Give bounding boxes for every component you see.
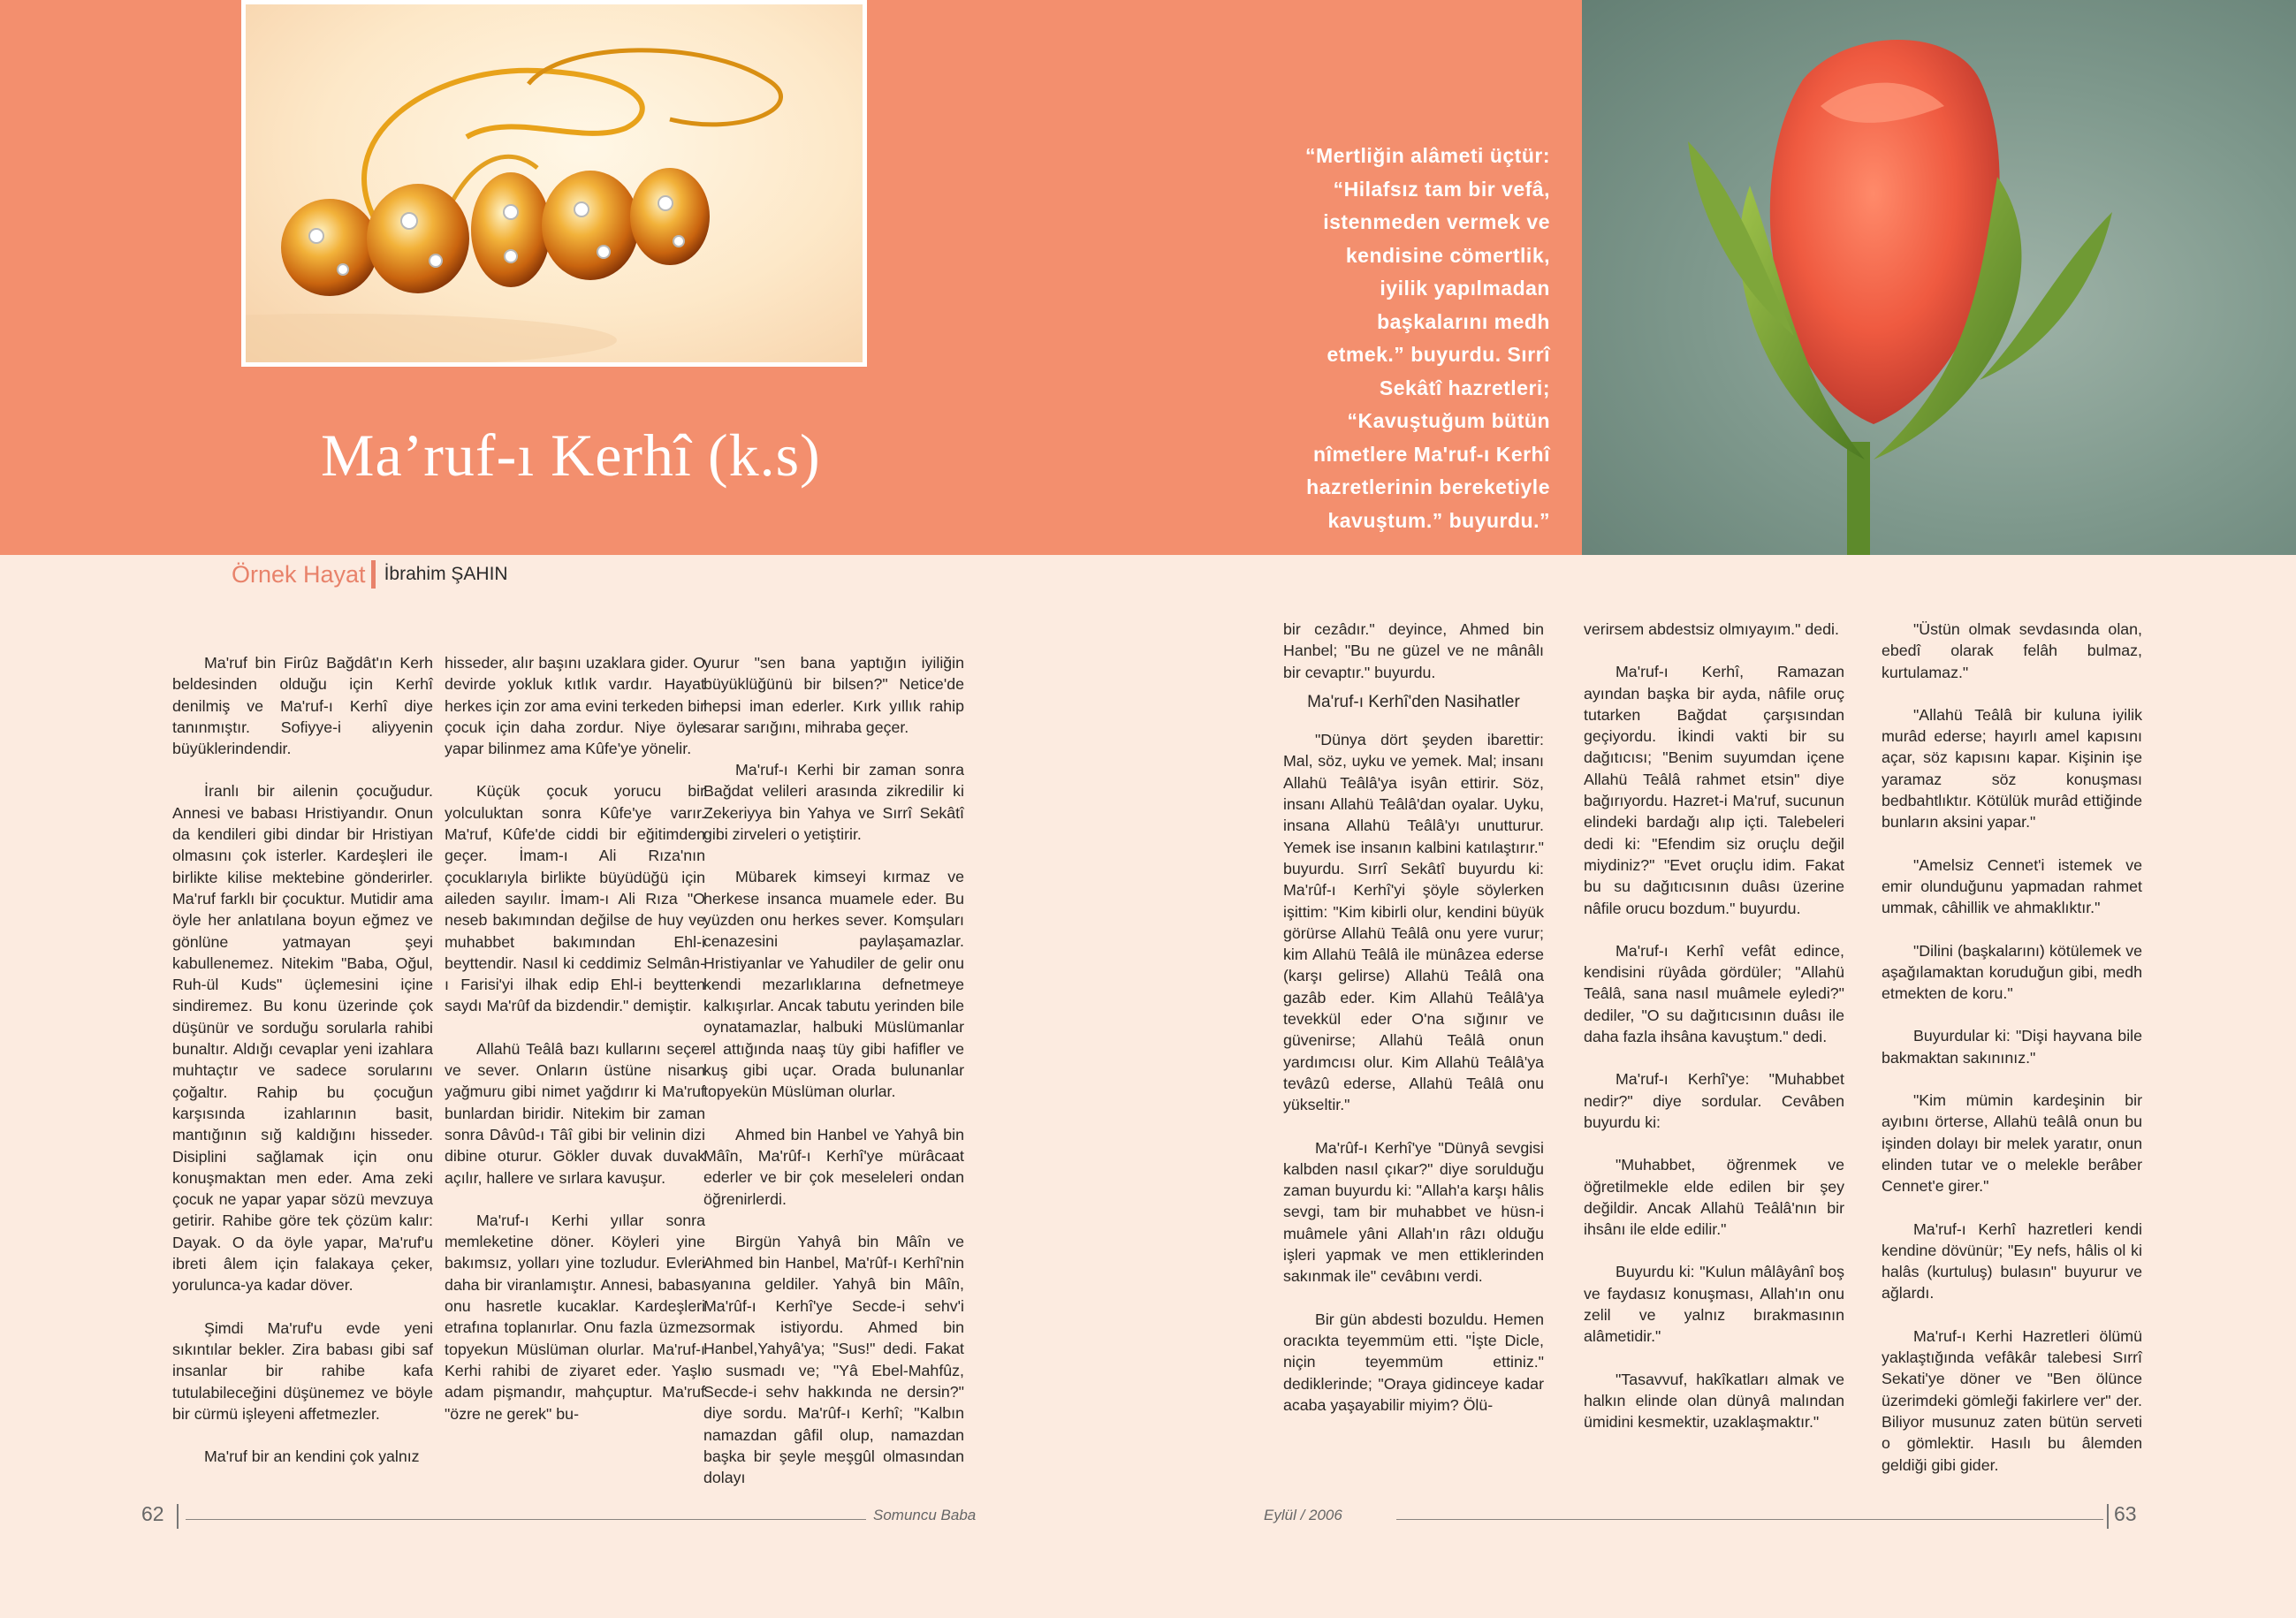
article-column-5	[1584, 619, 1844, 1455]
paragraph: Birgün Yahyâ bin Mâîn ve Ahmed bin Hanbel, Ma'rûf-ı Kerhî'nin yanına geldiler. Yahyâ bin Mâîn, Ma'rûf-ı Kerhî'ye Secde-i sehv'i sormak istiyordu. Ahmed bin Hanbel,Yahyâ'ya; "Sus!" dedi. Fakat o susmadı ve; "Yâ Ebel-Mahfûz, Secde-i sehv hakkında ne dersin?" diye sordu. Ma'rûf-ı Kerhî; "Kalbın namazdan gâfil olup, namazdan başka bir şeyle meşgûl olmasından dolayı	[703, 1232, 964, 1487]
paragraph: "Üstün olmak sevdasında olan, ebedî olarak felâh bulmaz, kurtulamaz."	[1882, 620, 2142, 681]
paragraph: Ma'ruf-ı Kerhî'ye: "Muhabbet nedir?" diye sordular. Cevâben buyurdu ki:	[1584, 1070, 1844, 1131]
paragraph: "Dünya dört şeyden ibarettir: Mal, söz, uyku ve yemek. Mal; insanı Allahü Teâlâ'ya isyân ettirir. Söz, insanı Allahü Teâlâ'dan oyalar. Uyku, insana Allahü Teâlâ'yı unutturur. Yemek ise insanın kalbini katılaştırır." buyurdu. Sırrî Sekâtî buyurdu ki: Ma'rûf-ı Kerhî'yi şöyle söylerken işittim: "Kim kibirli olur, kendini büyük görürse Allahü Teâlâ onu yere vurur; kim Allahü Teâlâ ile münâzea ederse (karşı gelirse) Allahü Teâlâ ona gazâb eder. Kim Allahü Teâlâ'ya tevekkül eder O'na sığınır ve güvenirse; Allahü Teâlâ onun yardımcısı olur. Kim Allahü Teâlâ'ya tevâzû ederse, Allahü Teâlâ onu yükseltir."	[1283, 731, 1544, 1114]
pull-quote-line: “Hilafsız tam bir vefâ,	[1333, 177, 1550, 201]
pull-quote-line: “Kavuştuğum bütün	[1347, 409, 1550, 432]
pull-quote-line: kendisine cömertlik,	[1345, 243, 1550, 267]
pull-quote-line: başkalarını medh	[1377, 309, 1550, 333]
article-column-3	[703, 652, 964, 1509]
pull-quote-line: “Mertliğin alâmeti üçtür:	[1304, 144, 1550, 167]
right-footer-rule	[1396, 1519, 2103, 1520]
paragraph: Ma'ruf-ı Kerhî vefât edince, kendisini rüyâda gördüler; "Allahü Teâlâ, sana nasıl muâmele eyledi?" dediler, "O su dağıtıcısının duâsı ile daha fazla ihsâna kavuştum." dedi.	[1584, 941, 1844, 1046]
paragraph: Ma'ruf bir an kendini çok yalnız	[204, 1447, 420, 1466]
necklace-photo	[241, 0, 867, 367]
paragraph: Mübarek kimseyi kırmaz ve herkese insanca muamele eder. Bu yüzden onu herkes sever. Komşuları cenazesini paylaşamazlar. Hristiyanlar ve Yahudiler de gelir onu kendi mezarlıklarına defnetmeye kalkışırlar. Ancak tabutu yerinden bile oynatamazlar, halbuki Müslümanlar el attığında naaş tüy gibi hafifler ve kuş gibi uçar. Orada bulunanlar topyekün Müslüman olurlar.	[703, 868, 964, 1101]
paragraph: Ma'rûf-ı Kerhî'ye "Dünyâ sevgisi kalbden nasıl çıkar?" diye sorulduğu zaman buyurdu ki: "Allah'a karşı hâlis sevgi, tam bir muhabbet ve hüsn-i muâmele yâni Allah'ın râzı olduğu işleri yapmak ve men ettiklerinden sakınmak ile" cevâbını verdi.	[1283, 1138, 1544, 1286]
paragraph: Ma'ruf-ı Kerhi bir zaman sonra Bağdat velileri arasında zikredilir ki Zekeriyya bin Yahya ve Sırrî Sekâtî gibi zirveleri o yetiştirir.	[703, 761, 964, 844]
article-column-4	[1283, 619, 1544, 1437]
right-page-number: 63	[2114, 1502, 2137, 1525]
paragraph: Buyurdu ki: "Kulun mâlâyânî boş ve faydasız konuşması, Allah'ın onu zelil ve yalnız bırakmasının alâmetidir."	[1584, 1263, 1844, 1346]
paragraph: Bir gün abdesti bozuldu. Hemen oracıkta teyemmüm etti. "İşte Dicle, niçin teyemmüm ettiniz." dediklerinde; "Oraya gidinceye kadar acaba yaşayabilir miyim? Ölü-	[1283, 1310, 1544, 1414]
paragraph: "Allahü Teâlâ bir kuluna iyilik murâd ederse; hayırlı amel kapısını açar, söz kapısını kapar. Kişinin işe yaramaz söz konuşması bedbahtlıktır. Kötülük murâd ettiğinde bunların aksini yapar."	[1882, 705, 2142, 832]
paragraph: İranlı bir ailenin çocuğudur. Annesi ve babası Hristiyandır. Onun da kendileri gibi dindar bir Hristiyan olmasını çok isterler. Kardeşleri ile birlikte kilise mektebine gönderirler. Ma'ruf farklı bir çocuktur. Mutidir ama öyle her anlatılana boyun eğmez ve gönlüne yatmayan şeyi kabullenemez. Nitekim "Baba, Oğul, Ruh-ül Kuds" üçlemesini içine sindiremez. Bu konu üzerinde çok düşünür ve sorduğu sorularla rahibi bunaltır. Aldığı cevaplar yeni izahlara muhtaçtır ve sadece sorularını çoğaltır. Rahip bu çocuğun karşısında izahlarının basit, mantığının sığ kaldığını hisseder. Disiplini sağlamak için onu konuşmaktan men eder. Ama zeki çocuk ne yapar yapar sözü mevzuya getirir. Rahibe göre tek çözüm kalır: Dayak. O da öyle yapar, Ma'ruf'u ibreti âlem için falakaya çeker, yorulunca-ya kadar döver.	[172, 782, 433, 1295]
paragraph: bir cezâdır." deyince, Ahmed bin Hanbel; "Bu ne güzel ve ne mânâlı bir cevaptır." buyurdu.	[1283, 620, 1544, 681]
section-heading: Ma'ruf-ı Kerhî'den Nasihatler	[1307, 692, 1520, 711]
byline	[232, 555, 508, 594]
paragraph: Ma'ruf bin Firûz Bağdât'ın Kerh beldesinden olduğu için Kerhî denilmiş ve Ma'ruf-ı Kerhî diye tanınmıştır. Sofiyye-i aliyyenin büyüklerindendir.	[172, 654, 433, 758]
paragraph: Ahmed bin Hanbel ve Yahyâ bin Mâîn, Ma'rûf-ı Kerhî'ye mürâcaat ederler ve bir çok meseleleri ondan öğrenirlerdi.	[703, 1125, 964, 1208]
byline-divider	[371, 560, 376, 589]
paragraph: Ma'ruf-ı Kerhî hazretleri kendi kendine dövünür; "Ey nefs, hâlis ol ki halâs (kurtuluş) bulasın" buyurur ve ağlardı.	[1882, 1219, 2142, 1303]
pull-quote-line: kavuştum.” buyurdu.”	[1327, 508, 1550, 532]
paragraph: verirsem abdestsiz olmıyayım." dedi.	[1584, 620, 1839, 638]
author-name: İbrahim ŞAHIN	[384, 564, 508, 584]
pull-quote-line: Sekâtî hazretleri;	[1379, 376, 1550, 399]
paragraph: "Dilini (başkalarını) kötülemek ve aşağılamaktan koruduğun gibi, medh etmekten de koru."	[1882, 941, 2142, 1003]
paragraph: "Tasavvuf, hakîkatları almak ve halkın elinde olan dünyâ malından ümidini kesmektir, uzaklaşmaktır."	[1584, 1370, 1844, 1432]
left-page-tick	[177, 1504, 179, 1529]
paragraph: hisseder, alır başını uzaklara gider. O devirde yokluk kıtlık vardır. Hayat herkes için zor ama evini terkeden bir çocuk için daha zordur. Niye öyle yapar bilinmez ama Kûfe'ye yönelir.	[445, 654, 705, 758]
article-column-6	[1882, 619, 2142, 1497]
issue-date: Eylül / 2006	[1264, 1507, 1342, 1523]
paragraph: Ma'ruf-ı Kerhî, Ramazan ayından başka bir ayda, nâfile oruç tutarken Bağdat çarşısından geçiyordu. İkindi vakti bir su dağıtıcısı; "Benim suyumdan içene Allahü Teâlâ rahmet etsin" diye bağırıyordu. Hazret-i Ma'ruf, sucunun elindeki bardağı alıp içti. Talebeleri dedi ki: "Efendim siz oruçlu değil miydiniz?" "Evet oruçlu idim. Fakat bu su dağıtıcısının duâsı üzerine nâfile orucu bozdum." buyurdu.	[1584, 663, 1844, 917]
rose-illustration	[1582, 0, 2296, 555]
paragraph: Küçük çocuk yorucu bir yolculuktan sonra Kûfe'ye varır. Ma'ruf, Kûfe'de ciddi bir eğitimden geçer. İmam-ı Ali Rıza'nın çocuklarıyla birlikte büyüdüğü için aileden sayılır. İmam-ı Ali Rıza "O neseb bakımından değilse de huy ve muhabbet bakımından Ehl-i beyttendir. Nasıl ki ceddimiz Selmân-ı Farisi'yi ilhak edip Ehl-i beytten saydı Ma'rûf da bizdendir." demiştir.	[445, 782, 705, 1015]
paragraph: "Muhabbet, öğrenmek ve öğretilmekle elde edilen bir şey değildir. Ancak Allahü Teâlâ'nın bir ihsânı ile elde edilir."	[1584, 1156, 1844, 1239]
pull-quote-line: istenmeden vermek ve	[1323, 210, 1550, 233]
pull-quote-line: etmek.” buyurdu. Sırrî	[1327, 343, 1550, 366]
section-label: Örnek Hayat	[232, 560, 366, 588]
paragraph: Ma'ruf-ı Kerhi Hazretleri ölümü yaklaştığında vefâkâr talebesi Sırrî Sekati'ye döner ve "Ben ölünce üzerimdeki gömleği fakirlere ver" der. Biliyor musunuz zaten bütün serveti o gömlektir. Hasılı bu âlemden geldiği gibi gider.	[1882, 1326, 2142, 1474]
left-page-number: 62	[141, 1502, 164, 1525]
paragraph: Ma'ruf-ı Kerhi yıllar sonra memleketine döner. Köyleri yine bakımsız, yolları yine tozludur. Evleri daha bir viranlamıştır. Annesi, babası onu hasretle kucaklar. Kardeşleri etrafına toplanırlar. Onu fazla üzmez topyekun Müslüman olurlar. Ma'ruf-ı Kerhi rahibi de ziyaret eder. Yaşlı adam pişmandır, mahçuptur. Ma'ruf "özre ne gerek" bu-	[445, 1211, 705, 1423]
left-footer-rule	[186, 1519, 866, 1520]
pull-quote	[1149, 140, 1550, 537]
pull-quote-line: nîmetlere Ma'ruf-ı Kerhî	[1313, 442, 1550, 466]
pull-quote-line: iyilik yapılmadan	[1380, 277, 1550, 300]
right-page-tick	[2107, 1504, 2109, 1529]
paragraph: "Amelsiz Cennet'i istemek ve emir olunduğunu yapmadan rahmet ummak, câhillik ve ahmaklıktır."	[1882, 855, 2142, 917]
paragraph: yurur "sen bana yaptığın iyiliğin büyüklüğünü bir bilsen?" Netice'de hepsi iman ederler. Kırk yıllık rahip sarar sarığını, mihraba geçer.	[703, 654, 964, 736]
article-column-1	[172, 652, 433, 1488]
article-column-2	[445, 652, 705, 1446]
paragraph: Allahü Teâlâ bazı kullarını seçer ve sever. Onların üstüne nisan yağmuru gibi nimet yağdırır ki Ma'ruf bunlardan biridir. Nitekim bir zaman sonra Dâvûd-ı Tâî gibi bir velinin dizi dibine oturur. Gökler duvak duvak açılır, hallere ve sırlara kavuşur.	[445, 1039, 705, 1187]
paragraph: Buyurdular ki: "Dişi hayvana bile bakmaktan sakınınız."	[1882, 1027, 2142, 1067]
paragraph: Şimdi Ma'ruf'u evde yeni sıkıntılar bekler. Zira babası gibi saf insanlar bir rahibe kafa tutulabileceğini düşünemez ve böyle bir cürmü işleyeni affetmezler.	[172, 1318, 433, 1423]
paragraph: "Kim mümin kardeşinin bir ayıbını örterse, Allahü teâlâ onun bu işinden dolayı bir melek yaratır, onun elinden tutar ve o melekle berâber Cennet'e girer."	[1882, 1091, 2142, 1196]
pull-quote-line: hazretlerinin bereketiyle	[1306, 475, 1550, 498]
article-title: Ma’ruf-ı Kerhî (k.s)	[321, 422, 821, 489]
rose-photo	[1582, 0, 2296, 555]
necklace-illustration	[246, 4, 863, 362]
magazine-name: Somuncu Baba	[873, 1507, 977, 1523]
